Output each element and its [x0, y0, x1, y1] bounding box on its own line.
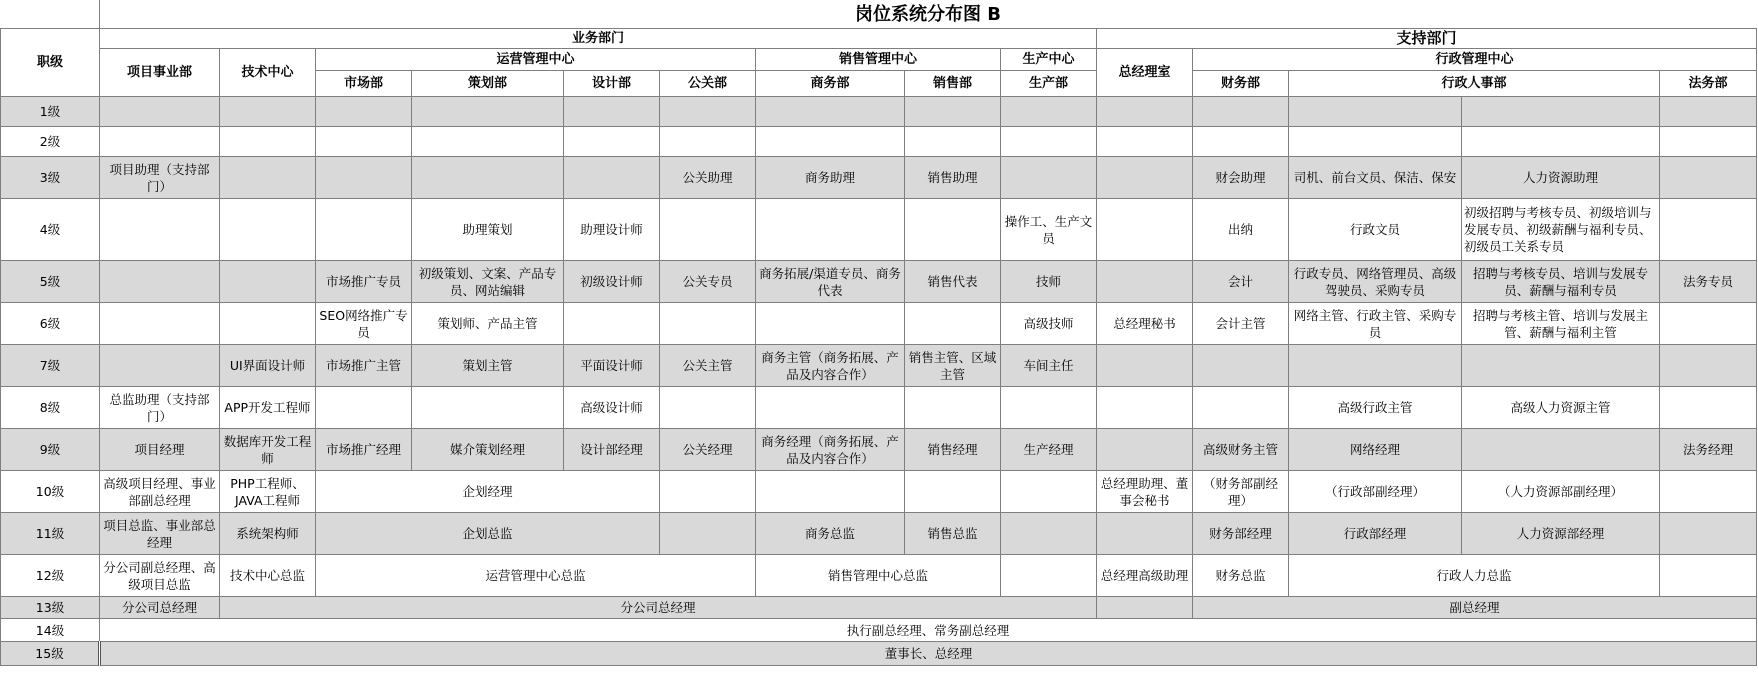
- grid-cell: 法务专员: [1660, 261, 1757, 303]
- grid-cell: 市场推广主管: [316, 345, 412, 387]
- grid-cell: 策划师、产品主管: [412, 303, 564, 345]
- admin-center-header: 行政管理中心: [1193, 49, 1757, 71]
- grid-cell: 会计: [1193, 261, 1289, 303]
- grid-cell: （行政部副经理）: [1289, 471, 1462, 513]
- grid-cell: 商务拓展/渠道专员、商务代表: [756, 261, 905, 303]
- grid-cell: 执行副总经理、常务副总经理: [100, 619, 1757, 642]
- grid-cell: 销售经理: [905, 429, 1001, 471]
- grid-cell: 总经理高级助理: [1097, 555, 1193, 597]
- level-row-13: [1, 597, 1757, 619]
- grid-cell: 市场推广经理: [316, 429, 412, 471]
- grid-cell: 公关主管: [660, 345, 756, 387]
- grid-cell: 市场推广专员: [316, 261, 412, 303]
- grid-cell: 媒介策划经理: [412, 429, 564, 471]
- grid-cell: 项目助理（支持部门）: [100, 157, 220, 199]
- grid-cell: 初级设计师: [564, 261, 660, 303]
- grid-cell: 销售代表: [905, 261, 1001, 303]
- grid-cell: 高级财务主管: [1193, 429, 1289, 471]
- grid-cell: 人力资源部经理: [1462, 513, 1660, 555]
- grid-cell: 助理策划: [412, 199, 564, 261]
- level-label: 8级: [1, 387, 100, 429]
- grid-cell: 高级设计师: [564, 387, 660, 429]
- level-row-6: [1, 303, 1757, 345]
- level-row-14: [1, 619, 1757, 642]
- level-label: 3级: [1, 157, 100, 199]
- sheet-title: 岗位系统分布图 B: [100, 1, 1757, 29]
- grid-cell: 运营管理中心总监: [316, 555, 756, 597]
- grid-cell: 出纳: [1193, 199, 1289, 261]
- grid-cell: 策划主管: [412, 345, 564, 387]
- grid-cell: 分公司总经理: [100, 597, 220, 619]
- grid-cell: 分公司总经理: [220, 597, 1097, 619]
- grid-cell: 数据库开发工程师: [220, 429, 316, 471]
- grid-cell: 设计部经理: [564, 429, 660, 471]
- level-label: 5级: [1, 261, 100, 303]
- gm-office-header: 总经理室: [1097, 49, 1193, 97]
- legal-dept-header: 法务部: [1660, 71, 1757, 97]
- level-label: 10级: [1, 471, 100, 513]
- grid-cell: 行政文员: [1289, 199, 1462, 261]
- business-dept-header: 商务部: [756, 71, 905, 97]
- grid-cell: 商务主管（商务拓展、产品及内容合作）: [756, 345, 905, 387]
- grid-cell: 车间主任: [1001, 345, 1097, 387]
- grid-cell: 人力资源助理: [1462, 157, 1660, 199]
- level-label: 9级: [1, 429, 100, 471]
- grid-cell: 技术中心总监: [220, 555, 316, 597]
- grid-cell: 公关经理: [660, 429, 756, 471]
- grid-cell: 企划经理: [316, 471, 660, 513]
- grid-cell: 高级项目经理、事业部副总经理: [100, 471, 220, 513]
- grid-cell: 财会助理: [1193, 157, 1289, 199]
- grid-cell: 助理设计师: [564, 199, 660, 261]
- level-label: 11级: [1, 513, 100, 555]
- market-dept-header: 市场部: [316, 71, 412, 97]
- grid-cell: 法务经理: [1660, 429, 1757, 471]
- grid-cell: （人力资源部副经理）: [1462, 471, 1660, 513]
- grid-cell: 总经理秘书: [1097, 303, 1193, 345]
- grid-cell: 网络经理: [1289, 429, 1462, 471]
- grid-cell: APP开发工程师: [220, 387, 316, 429]
- grid-cell: SEO网络推广专员: [316, 303, 412, 345]
- grid-cell: 系统架构师: [220, 513, 316, 555]
- grid-cell: （财务部副经理）: [1193, 471, 1289, 513]
- finance-dept-header: 财务部: [1193, 71, 1289, 97]
- grid-cell: 初级策划、文案、产品专员、网站编辑: [412, 261, 564, 303]
- level-label: 6级: [1, 303, 100, 345]
- grid-cell: 副总经理: [1193, 597, 1757, 619]
- grid-cell: 销售总监: [905, 513, 1001, 555]
- level-row-12: [1, 555, 1757, 597]
- grid-cell: 公关专员: [660, 261, 756, 303]
- grid-cell: 网络主管、行政主管、采购专员: [1289, 303, 1462, 345]
- level-label: 1级: [1, 97, 100, 127]
- sales-center-header: 销售管理中心: [756, 49, 1001, 71]
- grid-cell: 公关助理: [660, 157, 756, 199]
- level-row-2: [1, 127, 1757, 157]
- grid-cell: 商务经理（商务拓展、产品及内容合作）: [756, 429, 905, 471]
- grid-cell: 财务总监: [1193, 555, 1289, 597]
- level-row-1: [1, 97, 1757, 127]
- grid-cell: 销售主管、区域主管: [905, 345, 1001, 387]
- grid-cell: 招聘与考核专员、培训与发展专员、薪酬与福利专员: [1462, 261, 1660, 303]
- level-row-3: [1, 157, 1757, 199]
- ops-center-header: 运营管理中心: [316, 49, 756, 71]
- pr-dept-header: 公关部: [660, 71, 756, 97]
- sales-dept-header: 销售部: [905, 71, 1001, 97]
- grid-cell: 招聘与考核主管、培训与发展主管、薪酬与福利主管: [1462, 303, 1660, 345]
- grid-cell: 董事长、总经理: [100, 642, 1757, 666]
- level-label: 4级: [1, 199, 100, 261]
- level-row-9: [1, 429, 1757, 471]
- level-row-15: [1, 642, 1757, 666]
- grid-cell: 企划总监: [316, 513, 660, 555]
- level-label: 7级: [1, 345, 100, 387]
- production-center-header: 生产中心: [1001, 49, 1097, 71]
- grid-cell: 技师: [1001, 261, 1097, 303]
- grid-cell: 会计主管: [1193, 303, 1289, 345]
- grid-cell: 商务总监: [756, 513, 905, 555]
- grid-cell: 分公司副总经理、高级项目总监: [100, 555, 220, 597]
- grid-cell: 操作工、生产文员: [1001, 199, 1097, 261]
- production-dept-header: 生产部: [1001, 71, 1097, 97]
- grid-cell: 行政人力总监: [1289, 555, 1660, 597]
- grid-cell: 高级技师: [1001, 303, 1097, 345]
- level-label: 15级: [1, 642, 100, 666]
- grid-cell: 高级行政主管: [1289, 387, 1462, 429]
- level-row-8: [1, 387, 1757, 429]
- level-header: 职级: [1, 29, 100, 97]
- level-row-10: [1, 471, 1757, 513]
- grid-cell: 财务部经理: [1193, 513, 1289, 555]
- level-row-11: [1, 513, 1757, 555]
- level-row-7: [1, 345, 1757, 387]
- level-label: 14级: [1, 619, 100, 642]
- grid-cell: 销售助理: [905, 157, 1001, 199]
- level-label: 2级: [1, 127, 100, 157]
- tech-center-header: 技术中心: [220, 49, 316, 97]
- hr-admin-dept-header: 行政人事部: [1289, 71, 1660, 97]
- design-dept-header: 设计部: [564, 71, 660, 97]
- level-row-5: [1, 261, 1757, 303]
- grid-cell: 总经理助理、董事会秘书: [1097, 471, 1193, 513]
- business-depts-header: 业务部门: [100, 29, 1097, 49]
- grid-cell: PHP工程师、JAVA工程师: [220, 471, 316, 513]
- level-label: 13级: [1, 597, 100, 619]
- grid-cell: 项目总监、事业部总经理: [100, 513, 220, 555]
- grid-cell: 销售管理中心总监: [756, 555, 1001, 597]
- grid-cell: 初级招聘与考核专员、初级培训与发展专员、初级薪酬与福利专员、初级员工关系专员: [1462, 199, 1660, 261]
- support-depts-header: 支持部门: [1097, 29, 1757, 49]
- grid-cell: 司机、前台文员、保洁、保安: [1289, 157, 1462, 199]
- grid-cell: 生产经理: [1001, 429, 1097, 471]
- level-label: 12级: [1, 555, 100, 597]
- grid-cell: 行政部经理: [1289, 513, 1462, 555]
- grid-cell: 项目经理: [100, 429, 220, 471]
- grid-cell: 商务助理: [756, 157, 905, 199]
- level-row-4: [1, 199, 1757, 261]
- grid-cell: 高级人力资源主管: [1462, 387, 1660, 429]
- grid-cell: UI界面设计师: [220, 345, 316, 387]
- project-dept-header: 项目事业部: [100, 49, 220, 97]
- grid-cell: 平面设计师: [564, 345, 660, 387]
- grid-cell: 行政专员、网络管理员、高级驾驶员、采购专员: [1289, 261, 1462, 303]
- grid-cell: 总监助理（支持部门）: [100, 387, 220, 429]
- planning-dept-header: 策划部: [412, 71, 564, 97]
